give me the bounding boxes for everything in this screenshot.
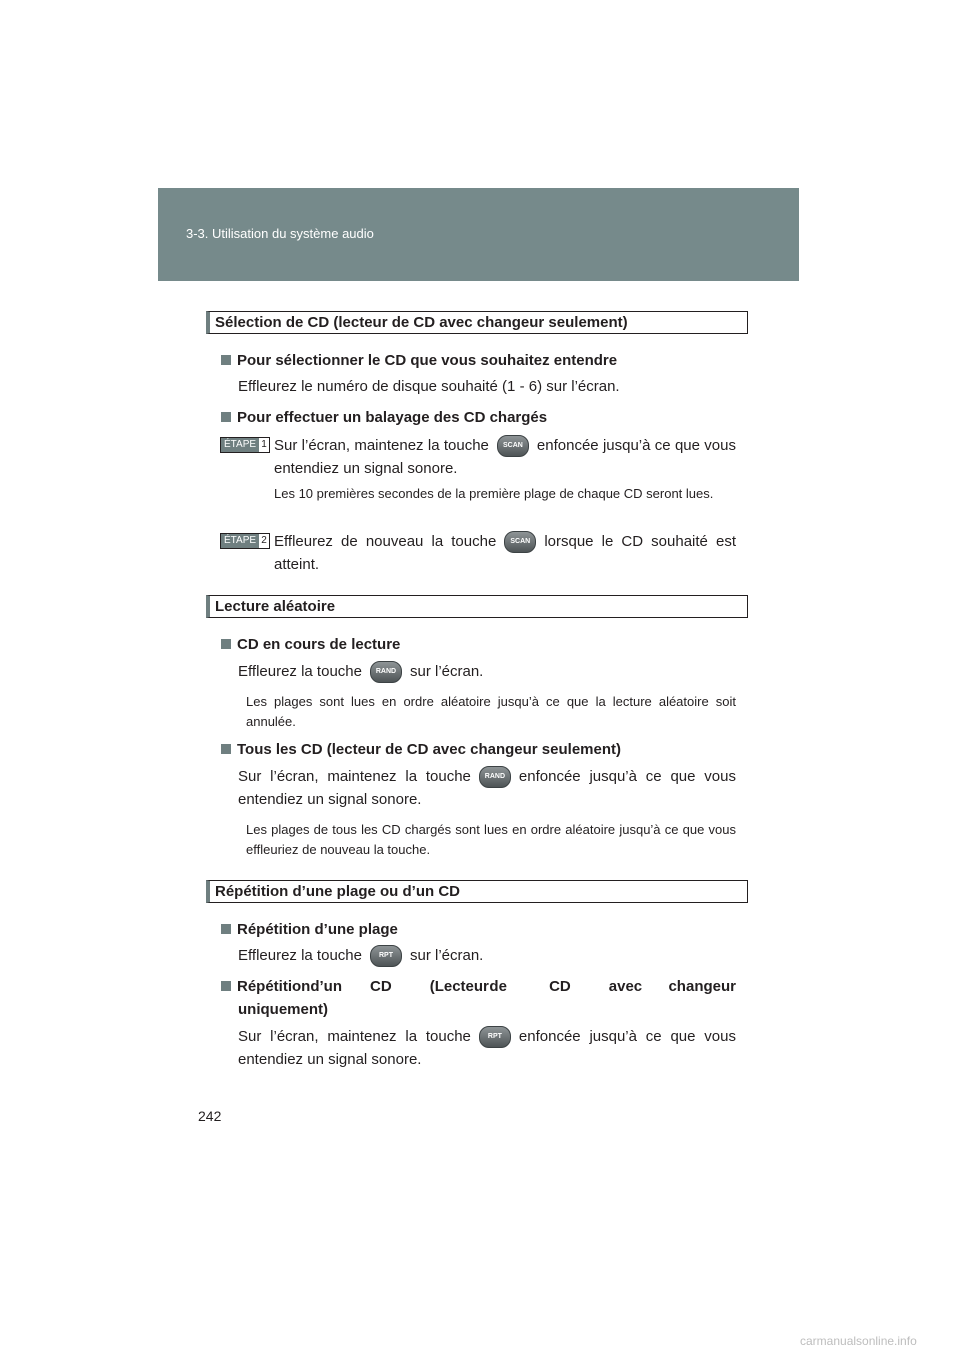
subheading-scan-cds: Pour effectuer un balayage des CD chargés — [221, 409, 547, 426]
subheading-repeat-track: Répétition d’une plage — [221, 921, 398, 938]
rpt-button-icon: RPT — [479, 1026, 511, 1048]
square-bullet-icon — [221, 355, 231, 365]
scan-button-icon: SCAN — [497, 435, 529, 457]
subheading-select-cd: Pour sélectionner le CD que vous souhaitez entendre — [221, 352, 617, 369]
note: Les plages de tous les CD chargés sont lues en ordre aléatoire jusqu’à ce que vous effleuriez de nouveau la touche. — [246, 822, 736, 857]
square-bullet-icon — [221, 924, 231, 934]
step-badge-1: ÉTAPE 1 — [220, 437, 270, 453]
paragraph: Effleurez la touche RPT sur l’écran. — [238, 944, 736, 967]
step-badge-2: ÉTAPE 2 — [220, 533, 270, 549]
scan-button-icon: SCAN — [504, 531, 536, 553]
paragraph: Effleurez la touche RAND sur l’écran. — [238, 660, 736, 683]
square-bullet-icon — [221, 981, 231, 991]
subheading-repeat-cd: Répétition d’un CD (Lecteur de CD avec changeur — [221, 978, 736, 995]
subheading-current-cd: CD en cours de lecture — [221, 636, 400, 653]
note: Les 10 premières secondes de la première plage de chaque CD seront lues. — [274, 486, 714, 501]
subheading-all-cds: Tous les CD (lecteur de CD avec changeur seulement) — [221, 741, 621, 758]
paragraph: Effleurez le numéro de disque souhaité (1 - 6) sur l’écran. — [238, 378, 620, 395]
step-1-text: Sur l’écran, maintenez la touche SCAN enfoncée jusqu’à ce que vous entendiez un signal sonore. — [274, 437, 736, 478]
subheading-repeat-cd-cont: uniquement) — [238, 1001, 328, 1018]
rpt-button-icon: RPT — [370, 945, 402, 967]
chapter-title: 3-3. Utilisation du système audio — [186, 226, 374, 241]
note: Les plages sont lues en ordre aléatoire jusqu’à ce que la lecture aléatoire soit annulée. — [246, 694, 736, 729]
page-number: 242 — [198, 1108, 222, 1124]
section-title-random: Lecture aléatoire — [206, 595, 748, 618]
square-bullet-icon — [221, 744, 231, 754]
step-2-text: Effleurez de nouveau la touche SCAN lorsque le CD souhaité est atteint. — [274, 533, 736, 574]
square-bullet-icon — [221, 412, 231, 422]
paragraph: Sur l’écran, maintenez la touche RPT enfoncée jusqu’à ce que vous entendiez un signal sonore. — [238, 1028, 736, 1069]
watermark: carmanualsonline.info — [800, 1334, 917, 1348]
rand-button-icon: RAND — [370, 661, 402, 683]
chapter-header — [158, 188, 799, 281]
section-title-selection: Sélection de CD (lecteur de CD avec changeur seulement) — [206, 311, 748, 334]
paragraph: Sur l’écran, maintenez la touche RAND enfoncée jusqu’à ce que vous entendiez un signal sonore. — [238, 768, 736, 809]
square-bullet-icon — [221, 639, 231, 649]
rand-button-icon: RAND — [479, 766, 511, 788]
section-title-repeat: Répétition d’une plage ou d’un CD — [206, 880, 748, 903]
